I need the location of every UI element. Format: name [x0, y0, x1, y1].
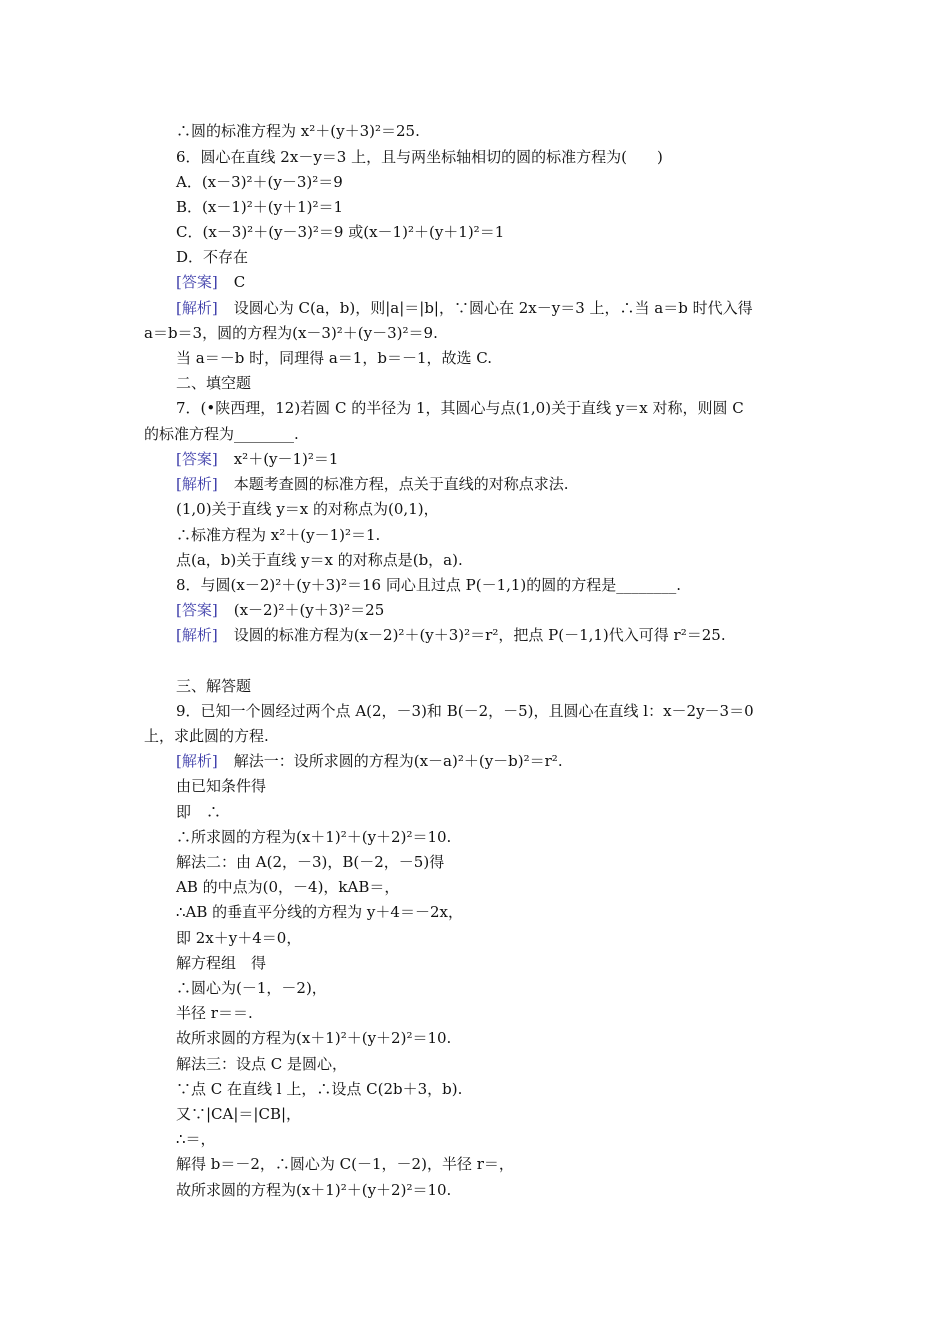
analysis-tag: [解析] — [176, 752, 218, 770]
text-line: a＝b＝3，圆的方程为(x－3)²＋(y－3)²＝9. — [144, 324, 438, 342]
answer-line — [176, 272, 245, 292]
analysis-tag: [解析] — [176, 475, 218, 493]
text-line: 的标准方程为________. — [144, 425, 299, 443]
text-line: 解方程组 得 — [176, 954, 267, 972]
analysis-line — [176, 298, 753, 318]
option-c: C．(x－3)²＋(y－3)²＝9 或(x－1)²＋(y＋1)²＝1 — [176, 223, 505, 241]
text-line: 故所求圆的方程为(x＋1)²＋(y＋2)²＝10. — [176, 1181, 452, 1199]
analysis-line — [176, 751, 563, 771]
answer-tag: [答案] — [176, 601, 218, 619]
analysis-text: 设圆的标准方程为(x－2)²＋(y＋3)²＝r²，把点 P(－1,1)代入可得 r²＝25. — [233, 626, 726, 644]
text-line: 解得 b＝－2，∴圆心为 C(－1，－2)，半径 r＝， — [176, 1155, 514, 1173]
question-9: 9．已知一个圆经过两个点 A(2，－3)和 B(－2，－5)，且圆心在直线 l：x－2y－3＝0 — [176, 702, 754, 720]
text-line: ∴圆心为(－1，－2)， — [176, 979, 327, 997]
text-line: (1,0)关于直线 y＝x 的对称点为(0,1)， — [176, 500, 439, 518]
option-d: D．不存在 — [176, 248, 249, 266]
text-line: ∴AB 的垂直平分线的方程为 y＋4＝－2x， — [176, 903, 463, 921]
answer-value: x²＋(y－1)²＝1 — [233, 450, 339, 468]
analysis-text: 解法一：设所求圆的方程为(x－a)²＋(y－b)²＝r². — [233, 752, 563, 770]
text-line: ∴＝， — [176, 1130, 216, 1148]
analysis-text: 本题考查圆的标准方程，点关于直线的对称点求法. — [233, 475, 569, 493]
question-7: 7．(•陕西理，12)若圆 C 的半径为 1，其圆心与点(1,0)关于直线 y＝x 对称，则圆 C — [176, 399, 744, 417]
text-line: 点(a，b)关于直线 y＝x 的对称点是(b，a). — [176, 551, 463, 569]
option-a: A．(x－3)²＋(y－3)²＝9 — [176, 173, 343, 191]
text-line: 又∵|CA|＝|CB|， — [176, 1105, 302, 1123]
analysis-line — [176, 625, 726, 645]
analysis-tag: [解析] — [176, 626, 218, 644]
text-line: 解法二：由 A(2，－3)，B(－2，－5)得 — [176, 853, 445, 871]
answer-line — [176, 449, 338, 469]
answer-value: C — [233, 273, 246, 291]
text-line: 上，求此圆的方程. — [144, 727, 269, 745]
answer-value: (x－2)²＋(y＋3)²＝25 — [233, 601, 385, 619]
question-8: 8．与圆(x－2)²＋(y＋3)²＝16 同心且过点 P(－1,1)的圆的方程是________. — [176, 576, 682, 594]
analysis-line — [176, 474, 569, 494]
text-line: 即 ∴ — [176, 803, 222, 821]
section-heading: 二、填空题 — [176, 374, 252, 392]
text-line: ∴所求圆的方程为(x＋1)²＋(y＋2)²＝10. — [176, 828, 452, 846]
text-line: 半径 r＝＝. — [176, 1004, 253, 1022]
text-line: AB 的中点为(0，－4)，kAB＝， — [176, 878, 400, 896]
analysis-tag: [解析] — [176, 299, 218, 317]
text-line: ∴圆的标准方程为 x²＋(y＋3)²＝25. — [176, 122, 420, 140]
answer-tag: [答案] — [176, 273, 218, 291]
answer-tag: [答案] — [176, 450, 218, 468]
analysis-text: 设圆心为 C(a，b)，则|a|＝|b|，∵圆心在 2x－y＝3 上，∴当 a＝b 时代入得 — [233, 299, 753, 317]
option-b: B．(x－1)²＋(y＋1)²＝1 — [176, 198, 344, 216]
text-line: ∴标准方程为 x²＋(y－1)²＝1. — [176, 526, 381, 544]
section-heading: 三、解答题 — [176, 677, 252, 695]
answer-line — [176, 600, 384, 620]
text-line: ∵点 C 在直线 l 上，∴设点 C(2b＋3，b). — [176, 1080, 463, 1098]
text-line: 故所求圆的方程为(x＋1)²＋(y＋2)²＝10. — [176, 1029, 452, 1047]
text-line: 由已知条件得 — [176, 777, 267, 795]
text-line: 解法三：设点 C 是圆心， — [176, 1055, 348, 1073]
text-line: 当 a＝－b 时，同理得 a＝1，b＝－1，故选 C. — [176, 349, 492, 367]
question-6: 6．圆心在直线 2x－y＝3 上，且与两坐标轴相切的圆的标准方程为( ) — [176, 148, 663, 166]
text-line: 即 2x＋y＋4＝0， — [176, 929, 302, 947]
